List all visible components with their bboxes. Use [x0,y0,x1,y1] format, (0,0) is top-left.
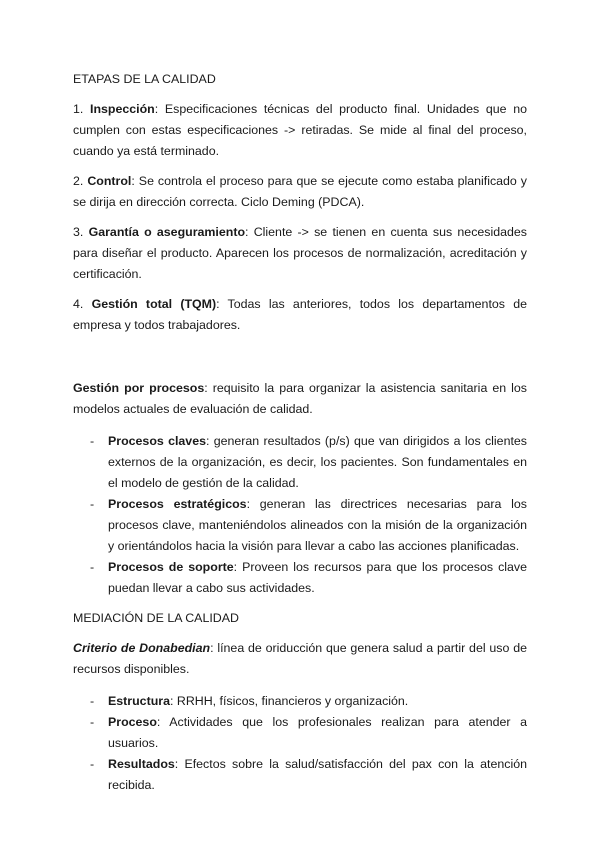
gestion-term: Gestión por procesos [73,381,205,395]
gestion-intro [73,378,527,420]
etapa-number: 4. [73,297,92,311]
etapa-1 [73,99,527,162]
list-item-resultados [73,754,527,796]
item-term: Estructura [108,694,170,708]
etapa-text: : Especificaciones técnicas del producto final. Unidades que no cumplen con estas especificaciones -> retiradas. Se mide al final del proceso, cuando ya está terminado. [73,102,528,158]
document-page [73,69,527,805]
item-text: : Efectos sobre la salud/satisfacción del pax con la atención recibida. [108,757,527,792]
etapa-text: : Se controla el proceso para que se ejecute como estaba planificado y se dirija en dirección correcta. Ciclo Deming (PDCA). [73,174,528,209]
donabedian-text: : línea de oriducción que genera salud a partir del uso de recursos disponibles. [73,641,527,676]
etapa-number: 3. [73,225,89,239]
list-item-procesos-soporte [73,557,527,599]
section-gap [73,336,527,378]
item-term: Resultados [108,757,175,771]
section-title-mediacion: MEDIACIÓN DE LA CALIDAD [73,611,239,625]
item-text: : Actividades que los profesionales realizan para atender a usuarios. [108,715,527,750]
list-item-proceso [73,712,527,754]
item-text: : generan resultados (p/s) que van dirigidos a los clientes externos de la organización, es decir, los pacientes. Son fundamentales en el modelo de gestión de la calidad. [108,434,527,490]
dash-bullet: - [90,560,95,574]
dash-bullet: - [90,715,95,729]
etapa-term: Gestión total (TQM) [91,297,217,311]
etapa-number: 1. [73,102,91,116]
etapa-term: Inspección [90,102,155,116]
donabedian-term: Criterio de Donabedian [73,641,211,655]
dash-bullet: - [90,757,95,771]
etapa-2 [73,171,527,213]
procesos-list [73,431,527,599]
etapa-term: Control [87,174,132,188]
etapa-text: : Cliente -> se tienen en cuenta sus necesidades para diseñar el producto. Aparecen los procesos de normalización, acreditación y certificación. [73,225,527,281]
item-term: Proceso [108,715,157,729]
item-term: Procesos estratégicos [108,497,247,511]
dash-bullet: - [90,434,95,448]
gestion-text: : requisito la para organizar la asistencia sanitaria en los modelos actuales de evaluación de calidad. [73,381,527,416]
item-text: : generan las directrices necesarias para los procesos clave, manteniéndolos alineados con la misión de la organización y orientándolos hacia la visión para llevar a cabo las acciones planificadas. [108,497,528,553]
etapa-number: 2. [73,174,88,188]
list-item-estructura [73,691,527,712]
donabedian-list [73,691,527,796]
item-term: Procesos claves [108,434,206,448]
etapa-term: Garantía o aseguramiento [88,225,246,239]
etapa-3 [73,222,527,285]
list-item-procesos-estrategicos [73,494,527,557]
donabedian-intro [73,638,527,680]
item-text: : Proveen los recursos para que los procesos clave puedan llevar a cabo sus actividades. [108,560,527,595]
etapa-4 [73,294,527,336]
item-term: Procesos de soporte [108,560,234,574]
list-item-procesos-claves [73,431,527,494]
dash-bullet: - [90,694,95,708]
section-title-etapas: ETAPAS DE LA CALIDAD [73,72,216,86]
etapa-text: : Todas las anteriores, todos los departamentos de empresa y todos trabajadores. [73,297,527,332]
item-text: : RRHH, físicos, financieros y organización. [169,694,409,708]
dash-bullet: - [90,497,95,511]
